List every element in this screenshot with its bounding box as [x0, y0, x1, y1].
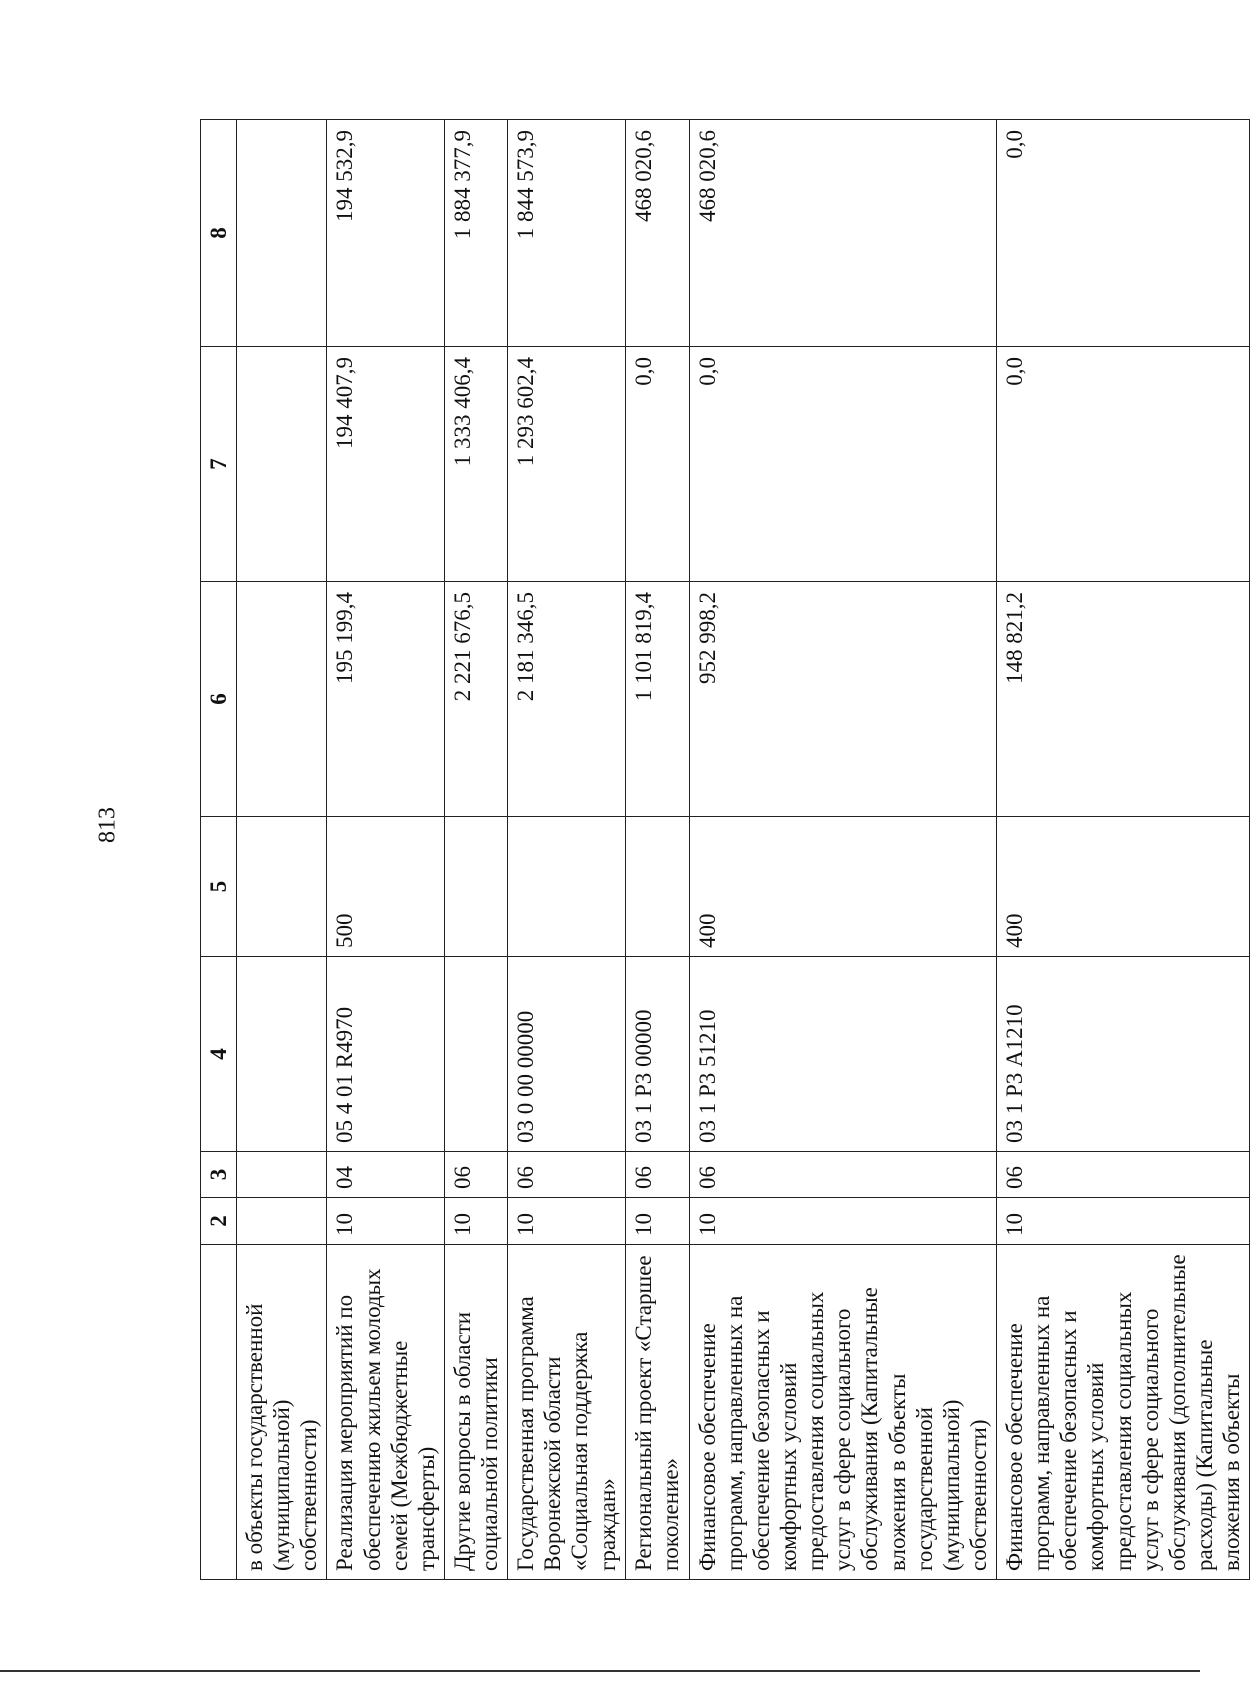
row-name: Другие вопросы в области социальной политики — [444, 1245, 507, 1580]
row-value-7: 0,0 — [625, 347, 689, 582]
row-value-7: 1 293 602,4 — [508, 347, 626, 582]
row-value-8: 1 884 377,9 — [444, 120, 507, 347]
row-value-6: 1 101 819,4 — [625, 582, 689, 817]
header-row — [201, 120, 237, 1580]
row-name: Финансовое обеспечение программ, направленных на обеспечение безопасных и комфортных условий предоставления социальных услуг в сфере социального обслуживания (дополнительные расходы) (Капитальные вложения в объекты — [997, 1245, 1250, 1580]
page-number: 813 — [94, 807, 121, 843]
header-cell-2: 2 — [201, 1198, 237, 1245]
row-expense-type: 400 — [689, 817, 996, 957]
row-value-7: 1 333 406,4 — [444, 347, 507, 582]
row-section: 10 — [997, 1198, 1250, 1245]
row-subsection: 06 — [508, 1152, 626, 1198]
header-cell-5: 5 — [201, 817, 237, 957]
header-cell-4: 4 — [201, 957, 237, 1152]
row-section: 10 — [508, 1198, 626, 1245]
row-name: Региональный проект «Старшее поколение» — [625, 1245, 689, 1580]
table-row — [689, 120, 996, 1580]
row-name: Финансовое обеспечение программ, направленных на обеспечение безопасных и комфортных условий предоставления социальных услуг в сфере социального обслуживания (Капитальные вложения в объекты государственной (муниципальной) собственности) — [689, 1245, 996, 1580]
table-row — [327, 120, 445, 1580]
row-target-code — [444, 957, 507, 1152]
row-section: 10 — [327, 1198, 445, 1245]
row-value-8: 194 532,9 — [327, 120, 445, 347]
row-target-code: 05 4 01 R4970 — [327, 957, 445, 1152]
row-subsection: 06 — [444, 1152, 507, 1198]
row-value-7: 0,0 — [689, 347, 996, 582]
row-subsection: 04 — [327, 1152, 445, 1198]
row-value-7: 0,0 — [997, 347, 1250, 582]
row-target-code: 03 0 00 00000 — [508, 957, 626, 1152]
row-target-code: 03 1 Р3 51210 — [689, 957, 996, 1152]
row-expense-type — [625, 817, 689, 957]
row-value-8: 468 020,6 — [625, 120, 689, 347]
row-subsection — [237, 1152, 327, 1198]
row-subsection: 06 — [689, 1152, 996, 1198]
row-value-7 — [237, 347, 327, 582]
table-row — [237, 120, 327, 1580]
bottom-rule — [0, 1670, 1200, 1672]
row-target-code — [237, 957, 327, 1152]
row-name: Реализация мероприятий по обеспечению жильем молодых семей (Межбюджетные трансферты) — [327, 1245, 445, 1580]
row-value-6: 195 199,4 — [327, 582, 445, 817]
row-name: Государственная программа Воронежской области «Социальная поддержка граждан» — [508, 1245, 626, 1580]
row-expense-type — [508, 817, 626, 957]
header-cell-1 — [201, 1245, 237, 1580]
row-expense-type: 500 — [327, 817, 445, 957]
header-cell-8: 8 — [201, 120, 237, 347]
header-cell-6: 6 — [201, 582, 237, 817]
row-value-8: 1 844 573,9 — [508, 120, 626, 347]
row-target-code: 03 1 Р3 00000 — [625, 957, 689, 1152]
row-value-8 — [237, 120, 327, 347]
row-expense-type — [444, 817, 507, 957]
row-subsection: 06 — [997, 1152, 1250, 1198]
header-cell-7: 7 — [201, 347, 237, 582]
row-name: в объекты государственной (муниципальной) собственности) — [237, 1245, 327, 1580]
row-section — [237, 1198, 327, 1245]
table-row — [997, 120, 1250, 1580]
row-target-code: 03 1 Р3 А1210 — [997, 957, 1250, 1152]
row-section: 10 — [625, 1198, 689, 1245]
row-expense-type — [237, 817, 327, 957]
row-value-6: 2 181 346,5 — [508, 582, 626, 817]
row-expense-type: 400 — [997, 817, 1250, 957]
row-value-8: 0,0 — [997, 120, 1250, 347]
budget-table — [200, 119, 1250, 1580]
row-value-6: 952 998,2 — [689, 582, 996, 817]
row-value-7: 194 407,9 — [327, 347, 445, 582]
table-row — [625, 120, 689, 1580]
row-value-8: 468 020,6 — [689, 120, 996, 347]
rotated-page — [200, 120, 1244, 1580]
table-row — [444, 120, 507, 1580]
row-value-6: 148 821,2 — [997, 582, 1250, 817]
row-value-6 — [237, 582, 327, 817]
row-section: 10 — [689, 1198, 996, 1245]
row-section: 10 — [444, 1198, 507, 1245]
header-cell-3: 3 — [201, 1152, 237, 1198]
table-row — [508, 120, 626, 1580]
row-value-6: 2 221 676,5 — [444, 582, 507, 817]
row-subsection: 06 — [625, 1152, 689, 1198]
